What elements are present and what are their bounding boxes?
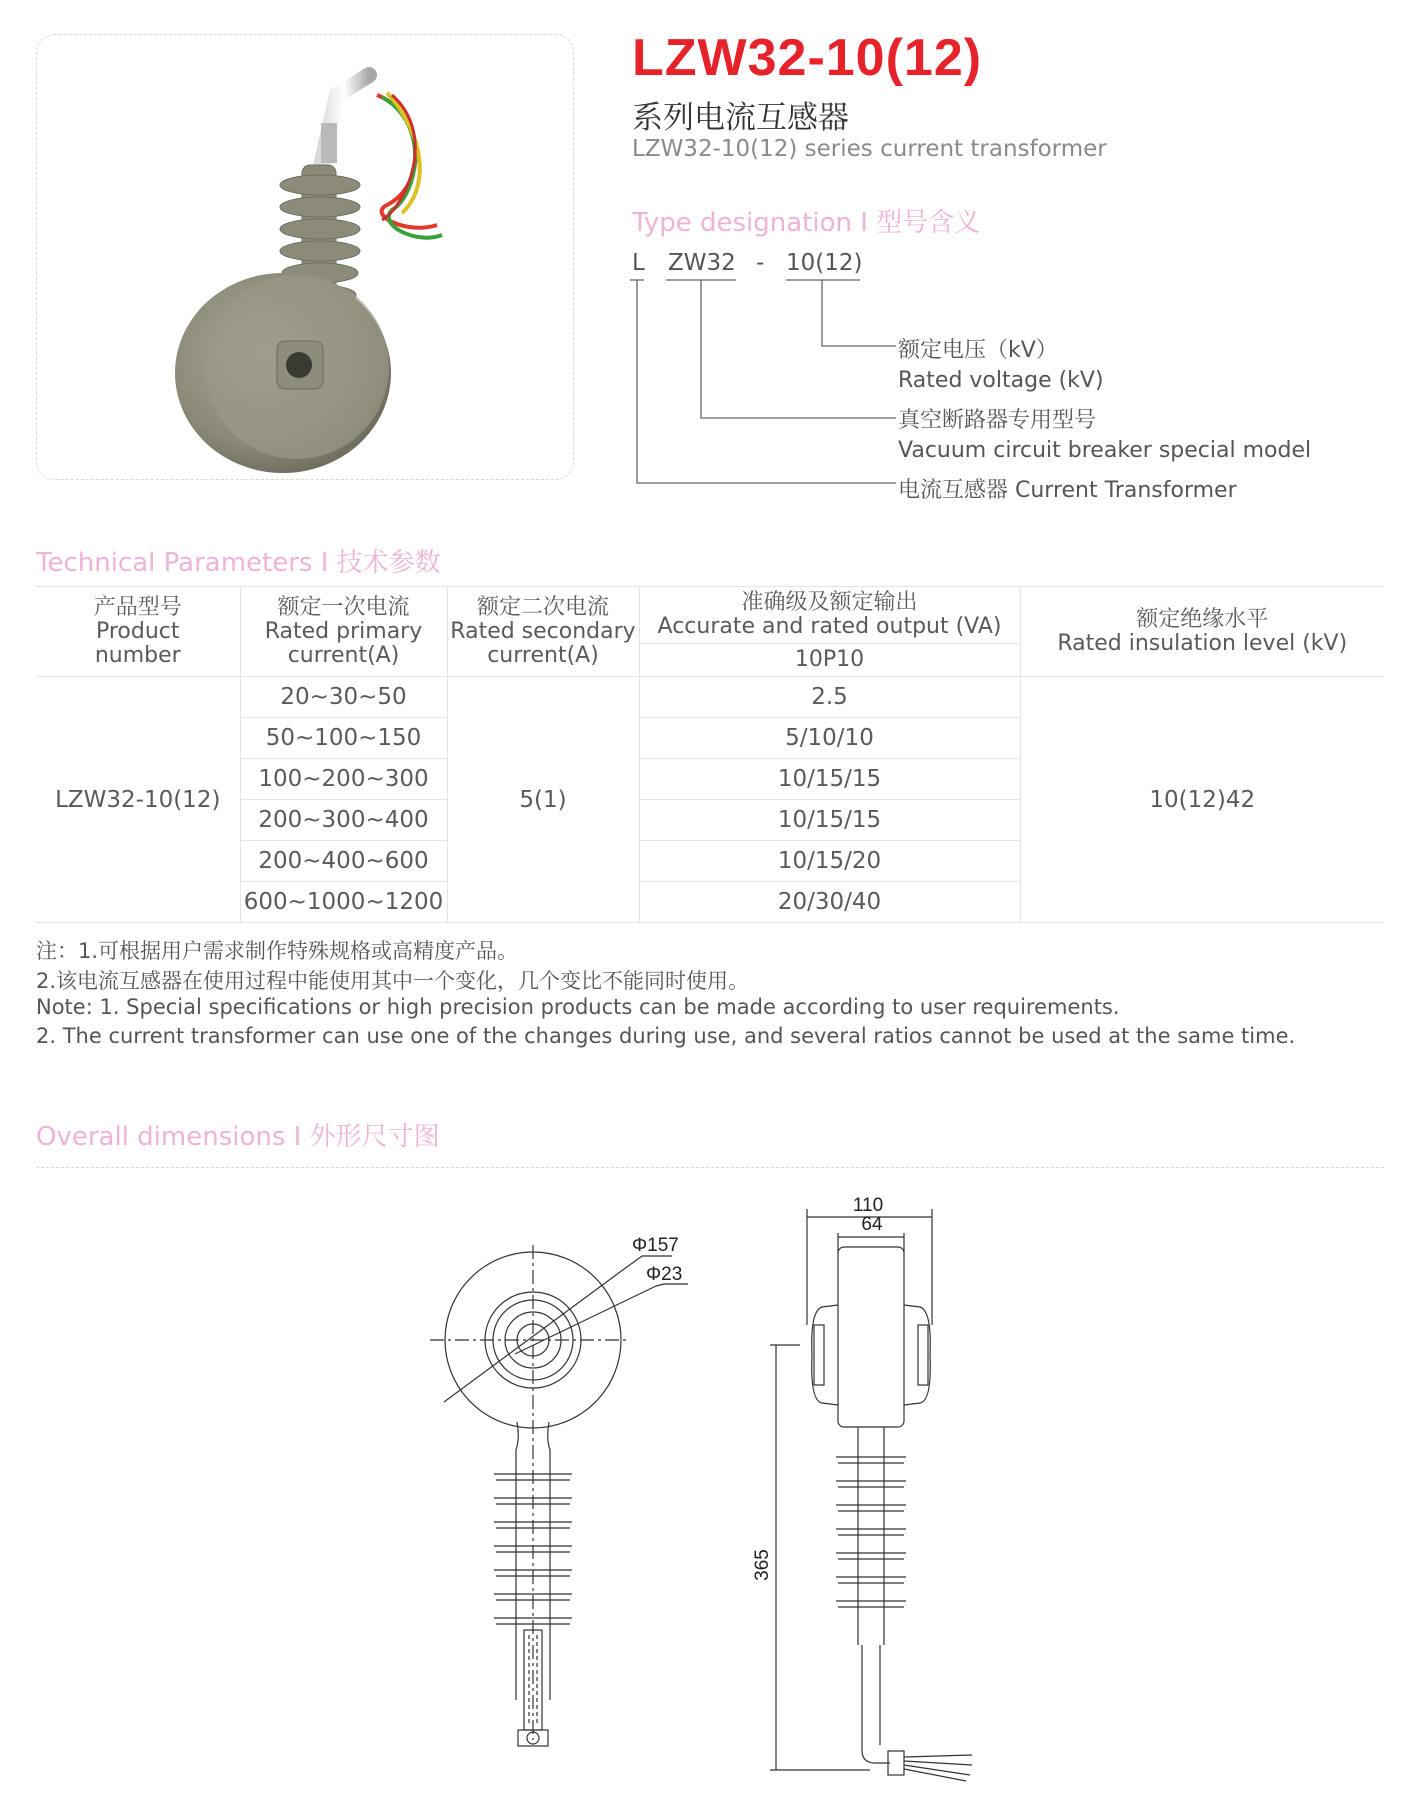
cell-rated-output: 2.5 xyxy=(639,677,1020,718)
header-product-number xyxy=(36,587,240,677)
cell-primary-current: 200~400~600 xyxy=(240,841,447,882)
side-view-drawing xyxy=(740,1195,1000,1785)
note-cn-2: 2.该电流互感器在使用过程中能使用其中一个变化，几个变比不能同时使用。 xyxy=(36,969,750,993)
designation-part-dash: - xyxy=(756,250,765,276)
cell-primary-current: 50~100~150 xyxy=(240,718,447,759)
dim-outer-diameter: Φ157 xyxy=(632,1235,679,1256)
dim-height: 365 xyxy=(752,1549,773,1581)
cell-insulation-level: 10(12)42 xyxy=(1020,677,1384,923)
header-product-cn: 产品型号 xyxy=(93,594,182,620)
type-designation-heading: Type designation I 型号含义 xyxy=(632,208,981,238)
header-accuracy-en: Accurate and rated output (VA) xyxy=(657,614,1002,639)
header-secondary-en-1: Rated secondary xyxy=(450,618,636,644)
header-insulation-level xyxy=(1020,587,1384,677)
header-accuracy-output xyxy=(639,587,1020,644)
cell-primary-current: 100~200~300 xyxy=(240,759,447,800)
header-product-en-1: Product xyxy=(95,618,180,644)
front-view-drawing xyxy=(420,1230,730,1780)
designation-connector-lines xyxy=(620,270,920,490)
section-divider xyxy=(36,1167,1384,1168)
legend-current-transformer: 电流互感器 Current Transformer xyxy=(898,478,1237,503)
title-chinese: 系列电流互感器 xyxy=(632,100,849,136)
legend-rated-voltage-cn: 额定电压（kV） xyxy=(898,338,1058,363)
header-accuracy-class: 10P10 xyxy=(639,644,1020,677)
cell-rated-output: 10/15/20 xyxy=(639,841,1020,882)
note-cn-1: 注：1.可根据用户需求制作特殊规格或高精度产品。 xyxy=(36,939,519,963)
header-primary-cn: 额定一次电流 xyxy=(277,594,410,620)
header-product-en-2: number xyxy=(94,642,181,668)
cell-rated-output: 10/15/15 xyxy=(639,759,1020,800)
product-photo-frame xyxy=(36,34,574,480)
note-en-2: 2. The current transformer can use one of the changes during use, and several ratios cannot be used at the same time. xyxy=(36,1024,1296,1048)
header-primary-en-1: Rated primary xyxy=(264,618,423,644)
header-rated-secondary xyxy=(447,587,639,677)
header-secondary-en-2: current(A) xyxy=(487,642,599,668)
cell-primary-current: 200~300~400 xyxy=(240,800,447,841)
product-photo xyxy=(37,35,573,479)
model-title: LZW32-10(12) xyxy=(632,29,983,87)
cell-product-number: LZW32-10(12) xyxy=(36,677,240,923)
designation-part-voltage: 10(12) xyxy=(786,250,863,276)
dim-body-width: 64 xyxy=(861,1214,883,1235)
legend-rated-voltage-en: Rated voltage (kV) xyxy=(898,368,1104,393)
header-insulation-cn: 额定绝缘水平 xyxy=(1136,606,1269,632)
dim-inner-diameter: Φ23 xyxy=(646,1264,683,1285)
cell-secondary-current: 5(1) xyxy=(447,677,639,923)
title-english: LZW32-10(12) series current transformer xyxy=(632,136,1107,162)
header-accuracy-cn: 准确级及额定输出 xyxy=(741,590,918,615)
cell-rated-output: 20/30/40 xyxy=(639,882,1020,923)
cell-rated-output: 5/10/10 xyxy=(639,718,1020,759)
technical-parameters-heading: Technical Parameters I 技术参数 xyxy=(36,548,441,578)
designation-part-zw32: ZW32 xyxy=(668,250,736,276)
technical-parameters-table xyxy=(36,586,1384,923)
legend-vcb-model-cn: 真空断路器专用型号 xyxy=(898,408,1097,433)
header-primary-en-2: current(A) xyxy=(287,642,400,668)
note-en-1: Note: 1. Special specifications or high precision products can be made according to user requirements. xyxy=(36,995,1120,1019)
designation-part-l: L xyxy=(632,250,645,276)
table-header-row xyxy=(36,587,1384,644)
table-row xyxy=(36,677,1384,718)
cell-primary-current: 600~1000~1200 xyxy=(240,882,447,923)
header-insulation-en: Rated insulation level (kV) xyxy=(1057,630,1348,656)
cell-primary-current: 20~30~50 xyxy=(240,677,447,718)
overall-dimensions-heading: Overall dimensions I 外形尺寸图 xyxy=(36,1122,440,1152)
dim-total-width: 110 xyxy=(852,1195,884,1216)
legend-vcb-model-en: Vacuum circuit breaker special model xyxy=(898,438,1312,463)
header-rated-primary xyxy=(240,587,447,677)
header-secondary-cn: 额定二次电流 xyxy=(476,594,609,620)
cell-rated-output: 10/15/15 xyxy=(639,800,1020,841)
